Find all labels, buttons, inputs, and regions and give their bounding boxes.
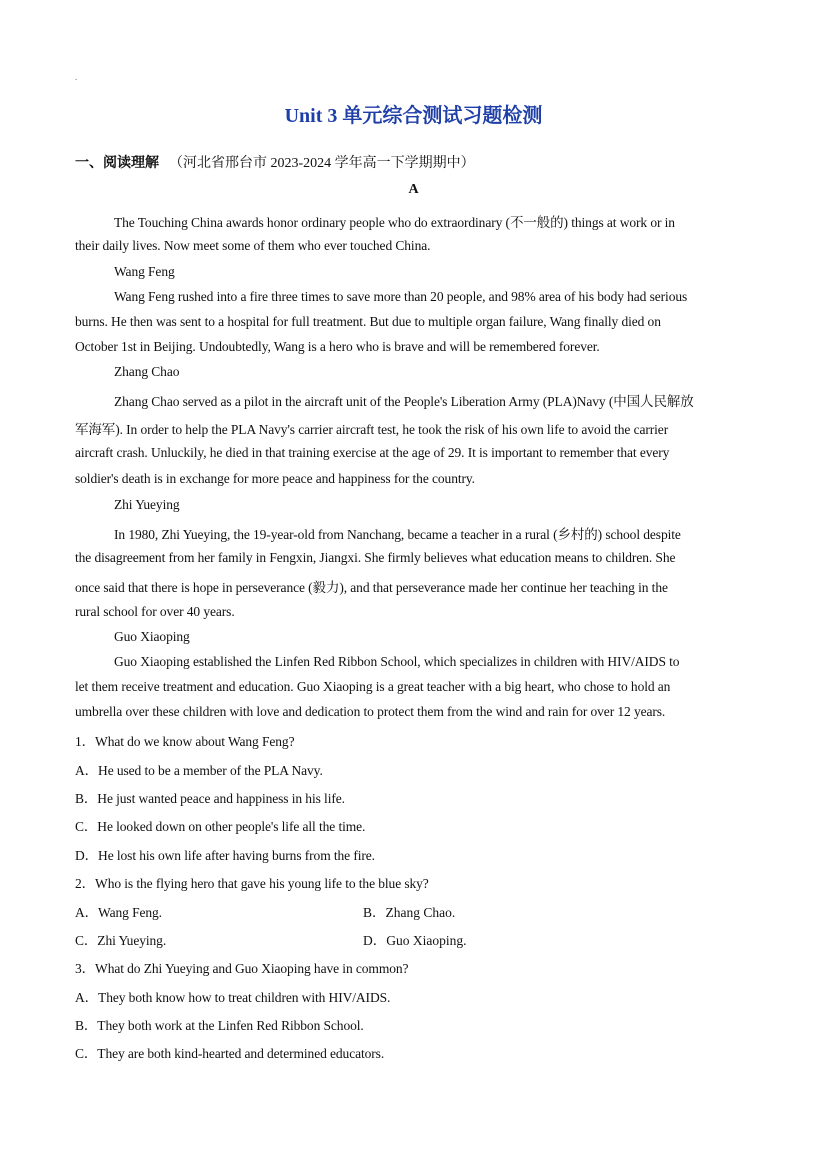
passage-line: umbrella over these children with love and dedication to protect them from the wind and rain for over 12 years. [75, 704, 666, 719]
section-source: （河北省邢台市 2023-2024 学年高一下学期期中） [169, 156, 475, 171]
passage-line: Wang Feng rushed into a fire three times to save more than 20 people, and 98% area of his body had serious [114, 289, 688, 304]
person-name-zhi-yueying: Zhi Yueying [114, 497, 180, 512]
question-2-option-b[interactable]: B．Zhang Chao. [363, 905, 456, 920]
question-2-stem: 2．Who is the flying hero that gave his young life to the blue sky? [75, 876, 429, 891]
person-name-wang-feng: Wang Feng [114, 264, 175, 279]
question-3-option-b[interactable]: B．They both work at the Linfen Red Ribbon School. [75, 1018, 364, 1033]
passage-letter: A [408, 182, 419, 197]
passage-line: let them receive treatment and education. Guo Xiaoping is a great teacher with a big heart, who chose to hold an [75, 679, 671, 694]
question-1-option-b[interactable]: B．He just wanted peace and happiness in his life. [75, 791, 345, 806]
question-3-option-c[interactable]: C．They are both kind-hearted and determined educators. [75, 1046, 385, 1061]
passage-line: Zhang Chao served as a pilot in the aircraft unit of the People's Liberation Army (PLA)Navy (中国人民解放 [114, 394, 694, 409]
question-3-option-a[interactable]: A．They both know how to treat children with HIV/AIDS. [75, 990, 391, 1005]
question-1-option-c[interactable]: C．He looked down on other people's life all the time. [75, 819, 366, 834]
passage-line: In 1980, Zhi Yueying, the 19-year-old from Nanchang, became a teacher in a rural (乡村的) school despite [114, 527, 681, 542]
question-1-option-d[interactable]: D．He lost his own life after having burns from the fire. [75, 848, 375, 863]
person-name-zhang-chao: Zhang Chao [114, 364, 180, 379]
question-1-stem: 1．What do we know about Wang Feng? [75, 734, 295, 749]
passage-line: October 1st in Beijing. Undoubtedly, Wang is a hero who is brave and will be remembered forever. [75, 339, 600, 354]
passage-line: once said that there is hope in perseverance (毅力), and that perseverance made her continue her teaching in the [75, 580, 668, 595]
person-name-guo-xiaoping: Guo Xiaoping [114, 629, 190, 644]
passage-line: their daily lives. Now meet some of them who ever touched China. [75, 238, 431, 253]
section-label: 一、阅读理解 [75, 156, 159, 171]
page-title: Unit 3 单元综合测试习题检测 [284, 105, 543, 127]
passage-line: aircraft crash. Unluckily, he died in that training exercise at the age of 29. It is important to remember that every [75, 445, 670, 460]
passage-line: rural school for over 40 years. [75, 604, 235, 619]
question-2-option-a[interactable]: A．Wang Feng. [75, 905, 162, 920]
passage-line: The Touching China awards honor ordinary people who do extraordinary (不一般的) things at work or in [114, 215, 675, 230]
question-2-option-d[interactable]: D．Guo Xiaoping. [363, 933, 467, 948]
question-2-option-c[interactable]: C．Zhi Yueying. [75, 933, 167, 948]
passage-line: the disagreement from her family in Fengxin, Jiangxi. She firmly believes what education means to children. She [75, 550, 676, 565]
section-heading [75, 152, 475, 172]
passage-line: burns. He then was sent to a hospital for full treatment. But due to multiple organ failure, Wang finally died on [75, 314, 661, 329]
question-1-option-a[interactable]: A．He used to be a member of the PLA Navy. [75, 763, 323, 778]
question-3-stem: 3．What do Zhi Yueying and Guo Xiaoping have in common? [75, 961, 409, 976]
passage-line: Guo Xiaoping established the Linfen Red Ribbon School, which specializes in children with HIV/AIDS to [114, 654, 680, 669]
header-mark: . [75, 72, 78, 82]
passage-line: 军海军). In order to help the PLA Navy's carrier aircraft test, he took the risk of his own life to avoid the carrier [75, 422, 669, 437]
passage-line: soldier's death is in exchange for more peace and happiness for the country. [75, 471, 475, 486]
